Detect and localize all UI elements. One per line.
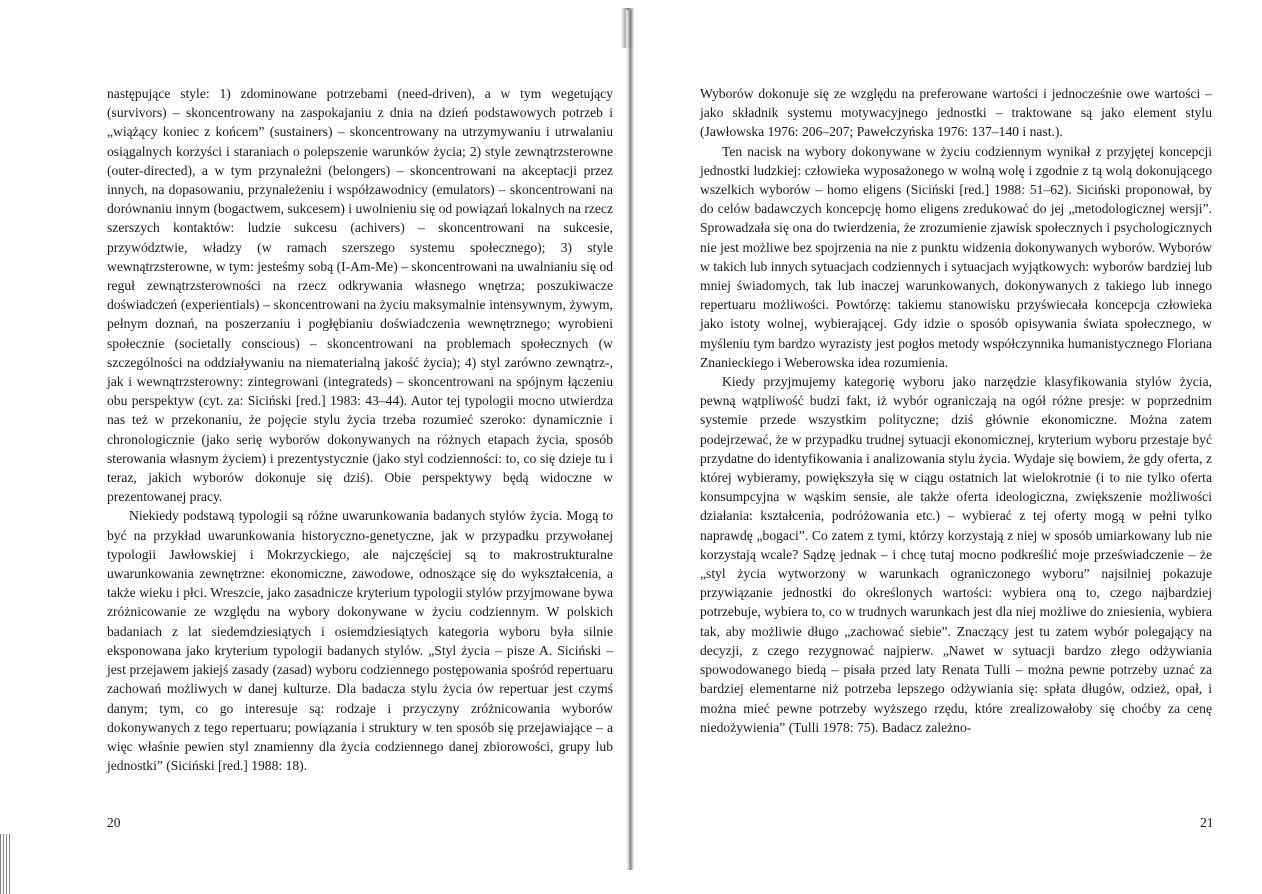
page-number: 21 [1200, 815, 1214, 830]
paragraph: Ten nacisk na wybory dokonywane w życiu codziennym wynikał z przyjętej koncepcji jednostki ludzkiej: człowieka wyposażonego w wolną wolę i zgodnie z tą wolą dokonującego wszelkich wyborów – homo eligens (Siciński [red.] 1988: 51–62). Siciński proponował, by do celów badawczych koncepcję homo eligens zredukować do jej „metodologicznej wersji”. Sprowadzała się ona do twierdzenia, że zrozumienie zjawisk społecznych i psychologicznych nie jest możliwe bez spojrzenia na nie z punktu widzenia dokonywanych wyborów. Wyborów w takich lub innych sytuacjach codziennych i sytuacjach wyjątkowych: wyborów bardziej lub mniej świadomych, tak lub inaczej warunkowanych, dokonywanych z takiego lub innego repertuaru możliwości. Powtórzę: takiemu stanowisku przyświecała koncepcja człowieka jako istoty wolnej, wybierającej. Gdy idzie o sposób opisywania świata społecznego, w myśleniu tym bardzo wyrazisty jest pogłos metody współczynnika humanistycznego Floriana Znanieckiego i Weberowska idea rozumienia. [700, 143, 1212, 370]
paragraph: następujące style: 1) zdominowane potrzebami (need-driven), a w tym wegetujący (survivors) – skoncentrowany na zaspokajaniu z dnia na dzień podstawowych potrzeb i „wiążący koniec z końcem” (sustainers) – skoncentrowany na utrzymywaniu i utrwalaniu osiągalnych korzyści i staraniach o polepszenie warunków życia; 2) style zewnątrzsterowne (outer-directed), a w tym przynależni (belongers) – skoncentrowani na akceptacji przez innych, na dopasowaniu, przynależeniu i współzawodnicy (emulators) – skoncentrowani na dorównaniu innym (bogactwem, sukcesem) i uwolnieniu się od powiązań lokalnych na rzecz szerszych kontaktów: ludzie sukcesu (achivers) – skoncentrowani na sukcesie, przywództwie, władzy (w ramach szerszego systemu społecznego); 3) style wewnątrzsterowne, w tym: jesteśmy sobą (I-Am-Me) – skoncentrowani na uwalnianiu się od reguł zewnątrzsterowności na rzecz odkrywania własnego wnętrza; poszukiwacze doświadczeń (experientials) – skoncentrowani na życiu maksymalnie intensywnym, żywym, pełnym doznań, na poszerzaniu i pogłębianiu doświadczenia wewnętrznego; wyrobieni społecznie (societally conscious) – skoncentrowani na problemach społecznych (w szczególności na oddziaływaniu na niematerialną jakość życia); 4) styl zarówno zewnątrz-, jak i wewnątrzsterowny: zintegrowani (integrateds) – skoncentrowani na spójnym łączeniu obu perspektyw (cyt. za: Siciński [red.] 1983: 43–44). Autor tej typologii mocno utwierdza nas też w przekonaniu, że pojęcie stylu życia trzeba rozumieć szeroko: dynamicznie i chronologicznie (jako serię wyborów dokonywanych na różnych etapach życia, sposób sterowania własnym życiem) i prezentystycznie (jako styl codzienności: to, co się dzieje tu i teraz, jakich wyborów dokonuje się dziś). Obie perspektywy będą widoczne w prezentowanej pracy. [107, 86, 613, 505]
paragraph: Wyborów dokonuje się ze względu na preferowane wartości i jednocześnie owe wartości – jako składnik systemu motywacyjnego jednostki – traktowane są jako element stylu (Jawłowska 1976: 206–207; Pawełczyńska 1976: 137–140 i nast.). [700, 86, 1212, 140]
left-page [0, 0, 630, 894]
left-page-text [107, 84, 613, 775]
right-page-text [700, 84, 1212, 737]
right-page [632, 0, 1262, 894]
page-number: 20 [107, 815, 121, 830]
page-edge-stack [0, 834, 12, 894]
paragraph: Niekiedy podstawą typologii są różne uwarunkowania badanych stylów życia. Mogą to być na przykład uwarunkowania historyczno-genetyczne, jak w przypadku przywołanej typologii Jawłowskiej i Mokrzyckiego, ale najczęściej są to makrostrukturalne uwarunkowania zewnętrzne: ekonomiczne, zawodowe, odnoszące się do wykształcenia, a także wieku i płci. Wreszcie, jako zasadnicze kryterium typologii stylów przyjmowane bywa zróżnicowanie ze względu na wybory dokonywane w życiu codziennym. W polskich badaniach z lat siedemdziesiątych i osiemdziesiątych kategoria wyboru była silnie eksponowana jako kryterium typologii badanych stylów. „Styl życia – pisze A. Siciński – jest przejawem jakiejś zasady (zasad) wyboru codziennego postępowania spośród repertuaru zachowań możliwych w danej kulturze. Dla badacza stylu życia ów repertuar jest czymś danym; tym, co go interesuje są: rodzaje i przyczyny zróżnicowania wyborów dokonywanych z tego repertuaru; powiązania i struktury w ten sposób się przejawiające – a więc właśnie pewien styl znamienny dla życia codziennego danej zbiorowości, grupy lub jednostki” (Siciński [red.] 1988: 18). [107, 508, 613, 774]
paragraph: Kiedy przyjmujemy kategorię wyboru jako narzędzie klasyfikowania stylów życia, pewną wątpliwość budzi fakt, iż wybór ograniczają na ogół różne presje: w poprzednim systemie przede wszystkim polityczne; dziś głównie ekonomiczne. Można zatem podejrzewać, że w przypadku trudnej sytuacji ekonomicznej, kryterium wyboru przestaje być przydatne do identyfikowania i analizowania stylu życia. Wydaje się bowiem, że gdy oferta, z której wybieramy, powiększyła się w ciągu ostatnich lat wielokrotnie (i to nie tylko oferta konsumpcyjna w wąskim sensie, ale także oferta ideologiczna, zwiększenie możliwości działania: kształcenia, podróżowania etc.) – wybierać z tej oferty mogą w pełni tylko naprawdę „bogaci”. Co zatem z tymi, którzy korzystają z niej w sposób umiarkowany lub nie korzystają wcale? Sądzę jednak – i chcę tutaj mocno podkreślić moje przeświadczenie – że „styl życia wytworzony w warunkach ograniczonego wyboru” najsilniej pokazuje przywiązanie jednostki do określonych wartości: wybiera oną to, czego najbardziej potrzebuje, wybiera to, co w trudnych warunkach jest dla niej możliwe do zniesienia, wybiera tak, aby możliwie długo „zachować siebie”. Znaczący jest tu zatem wybór polegający na decyzji, z czego rezygnować najpierw. „Nawet w sytuacji bardzo złego odżywiania spowodowanego biedą – pisała przed laty Renata Tulli – można pewne potrzeby uznać za bardziej elementarne niż potrzeba lepszego odżywiania się: spłata długów, odzież, opał, i można mieć pewne potrzeby wyższego rzędu, które zrealizowałoby się choćby za cenę niedożywienia” (Tulli 1978: 75). Badacz zależno- [700, 374, 1212, 735]
